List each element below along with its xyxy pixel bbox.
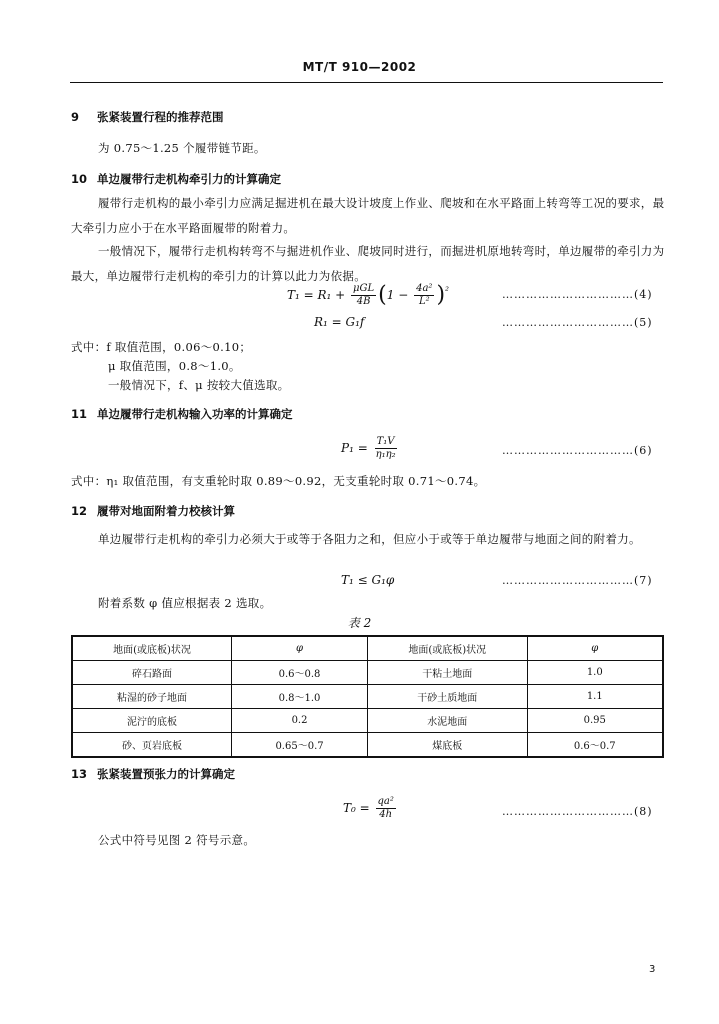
section-13-heading [71, 766, 235, 782]
table-cell: 干粘土地面 [367, 661, 527, 685]
table-cell: 砂、页岩底板 [72, 733, 232, 758]
section-9-heading [71, 109, 224, 125]
table-header-cell: φ [527, 636, 663, 661]
equation-4-one-minus: 1 − [386, 288, 413, 302]
equation-4-inner-denominator: L² [418, 296, 430, 307]
table-header-cell: 地面(或底板)状况 [367, 636, 527, 661]
equation-4-inner-fraction [414, 283, 434, 308]
equation-6 [341, 436, 400, 461]
table-header-cell: 地面(或底板)状况 [72, 636, 232, 661]
equation-4-label: ……………………………(4) [502, 288, 653, 301]
table-cell: 1.0 [527, 661, 663, 685]
equation-4-denominator: 4B [356, 296, 371, 307]
equation-7-label: ……………………………(7) [502, 574, 653, 587]
section-10-where-f: 式中：f 取值范围，0.06～0.10； [71, 340, 252, 354]
equation-6-lhs: P₁ = [341, 441, 372, 455]
table-cell: 煤底板 [367, 733, 527, 758]
table-cell: 0.2 [232, 709, 368, 733]
table-cell: 水泥地面 [367, 709, 527, 733]
equation-5-label: ……………………………(5) [502, 316, 653, 329]
section-10-where-mu: μ 取值范围，0.8～1.0。 [108, 359, 241, 373]
table-cell: 0.6～0.8 [232, 661, 368, 685]
table-row [72, 661, 663, 685]
equation-6-label: ……………………………(6) [502, 444, 653, 457]
table-row [72, 685, 663, 709]
section-11-number: 11 [71, 407, 88, 421]
equation-8-label: ……………………………(8) [502, 805, 653, 818]
equation-4 [287, 283, 449, 308]
equation-6-numerator: T₁V [376, 436, 395, 447]
equation-4-inner-numerator: 4a² [416, 283, 433, 294]
table-2 [71, 635, 664, 758]
section-12-number: 12 [71, 504, 88, 518]
section-12-heading [71, 503, 235, 519]
equation-6-denominator: η₁η₂ [375, 449, 396, 460]
section-11-where: 式中：η₁ 取值范围，有支重轮时取 0.89～0.92，无支重轮时取 0.71～0.74。 [71, 474, 486, 488]
equation-4-paren-close: ) [436, 282, 446, 308]
table-cell: 0.65～0.7 [232, 733, 368, 758]
equation-8-fraction [376, 796, 396, 821]
standard-code-header: MT/T 910—2002 [302, 60, 417, 74]
equation-4-fraction [351, 283, 376, 308]
section-10-paragraph-2: 一般情况下，履带行走机构转弯不与掘进机作业、爬坡同时进行，而掘进机原地转弯时，单边履带的牵引力为最大，单边履带行走机构的牵引力的计算以此力为依据。 [71, 244, 665, 283]
section-10-number: 10 [71, 172, 88, 186]
section-11-title: 单边履带行走机构输入功率的计算确定 [97, 407, 293, 421]
equation-7: T₁ ≤ G₁φ [341, 573, 395, 587]
equation-5: R₁ = G₁f [314, 315, 365, 329]
section-10-where-note: 一般情况下，f、μ 按较大值选取。 [108, 378, 290, 392]
table-row [72, 733, 663, 758]
section-13-note: 公式中符号见图 2 符号示意。 [98, 833, 256, 847]
equation-8-denominator: 4h [379, 809, 393, 820]
table-cell: 1.1 [527, 685, 663, 709]
section-11-heading [71, 406, 293, 422]
section-13-title: 张紧装置预张力的计算确定 [97, 767, 235, 781]
section-10-title: 单边履带行走机构牵引力的计算确定 [97, 172, 281, 186]
table-cell: 碎石路面 [72, 661, 232, 685]
table-header-row [72, 636, 663, 661]
header-rule [70, 82, 663, 83]
table-header-cell: φ [232, 636, 368, 661]
page-number: 3 [649, 964, 656, 975]
table-row [72, 709, 663, 733]
section-10-heading [71, 171, 281, 187]
table-cell: 粘湿的砂子地面 [72, 685, 232, 709]
section-9-text: 为 0.75～1.25 个履带链节距。 [98, 141, 266, 155]
section-12-paragraph-1: 单边履带行走机构的牵引力必须大于或等于各阻力之和，但应小于或等于单边履带与地面之间的附着力。 [98, 532, 641, 546]
table-cell: 泥泞的底板 [72, 709, 232, 733]
table-cell: 0.95 [527, 709, 663, 733]
section-9-number: 9 [71, 110, 80, 124]
equation-4-paren-open: ( [378, 282, 387, 308]
equation-4-lhs: T₁ = R₁ + [287, 288, 350, 302]
table-cell: 0.6～0.7 [527, 733, 663, 758]
section-9-title: 张紧装置行程的推荐范围 [97, 110, 224, 124]
equation-8 [343, 796, 398, 821]
table-cell: 干砂土质地面 [367, 685, 527, 709]
section-13-number: 13 [71, 767, 88, 781]
section-12-title: 履带对地面附着力校核计算 [97, 504, 235, 518]
equation-8-numerator: qa² [377, 796, 394, 807]
equation-4-square: ² [445, 286, 450, 297]
section-10-paragraph-1: 履带行走机构的最小牵引力应满足掘进机在最大设计坡度上作业、爬坡和在水平路面上转弯等工况的要求，最大牵引力应小于在水平路面履带的附着力。 [71, 196, 665, 235]
equation-8-lhs: T₀ = [343, 801, 374, 815]
table-cell: 0.8～1.0 [232, 685, 368, 709]
equation-6-fraction [374, 436, 398, 461]
table-2-caption: 表 2 [347, 616, 372, 630]
section-12-paragraph-2: 附着系数 φ 值应根据表 2 选取。 [98, 596, 272, 610]
equation-4-numerator: μGL [353, 283, 375, 294]
